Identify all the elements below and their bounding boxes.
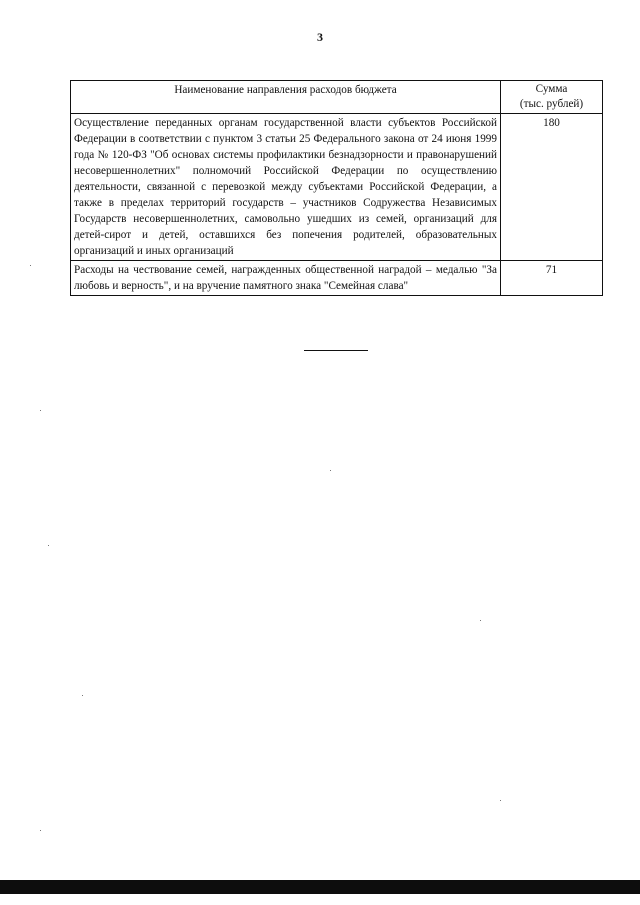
scan-speck — [330, 470, 331, 471]
header-expense-direction: Наименование направления расходов бюджета — [71, 81, 501, 114]
header-amount-label: Сумма — [535, 83, 568, 95]
budget-expenses-table — [70, 80, 603, 296]
row-amount: 71 — [501, 261, 603, 296]
row-description: Расходы на чествование семей, награжденных общественной наградой – медалью "За любовь и верность", и на вручение памятного знака "Семейная слава" — [71, 261, 501, 296]
row-description: Осуществление переданных органам государственной власти субъектов Российской Федерации в соответствии с пунктом 3 статьи 25 Федерального закона от 24 июня 1999 года № 120-ФЗ "Об основах системы профилактики безнадзорности и правонарушений несовершеннолетних" полномочий Российской Федерации по осуществлению деятельности, связанной с перевозкой между субъектами Российской Федерации, а также в пределах территорий государств – участников Содружества Независимых Государств несовершеннолетних, самовольно ушедших из семей, организаций для детей-сирот и детей, оставшихся без попечения родителей, образовательных организаций и иных организаций — [71, 114, 501, 261]
scan-speck — [500, 800, 501, 801]
scan-speck — [480, 620, 481, 621]
scan-speck — [40, 830, 41, 831]
end-divider-line — [304, 350, 368, 351]
table-header-row — [71, 81, 603, 114]
row-amount: 180 — [501, 114, 603, 261]
header-amount-unit: (тыс. рублей) — [519, 98, 584, 110]
table-row — [71, 114, 603, 261]
scan-speck — [30, 265, 31, 266]
scan-speck — [40, 410, 41, 411]
header-amount — [501, 81, 603, 114]
scan-border-band — [0, 880, 640, 894]
table-row — [71, 261, 603, 296]
page-number: 3 — [317, 30, 323, 44]
scan-speck — [48, 545, 49, 546]
scan-speck — [82, 695, 83, 696]
